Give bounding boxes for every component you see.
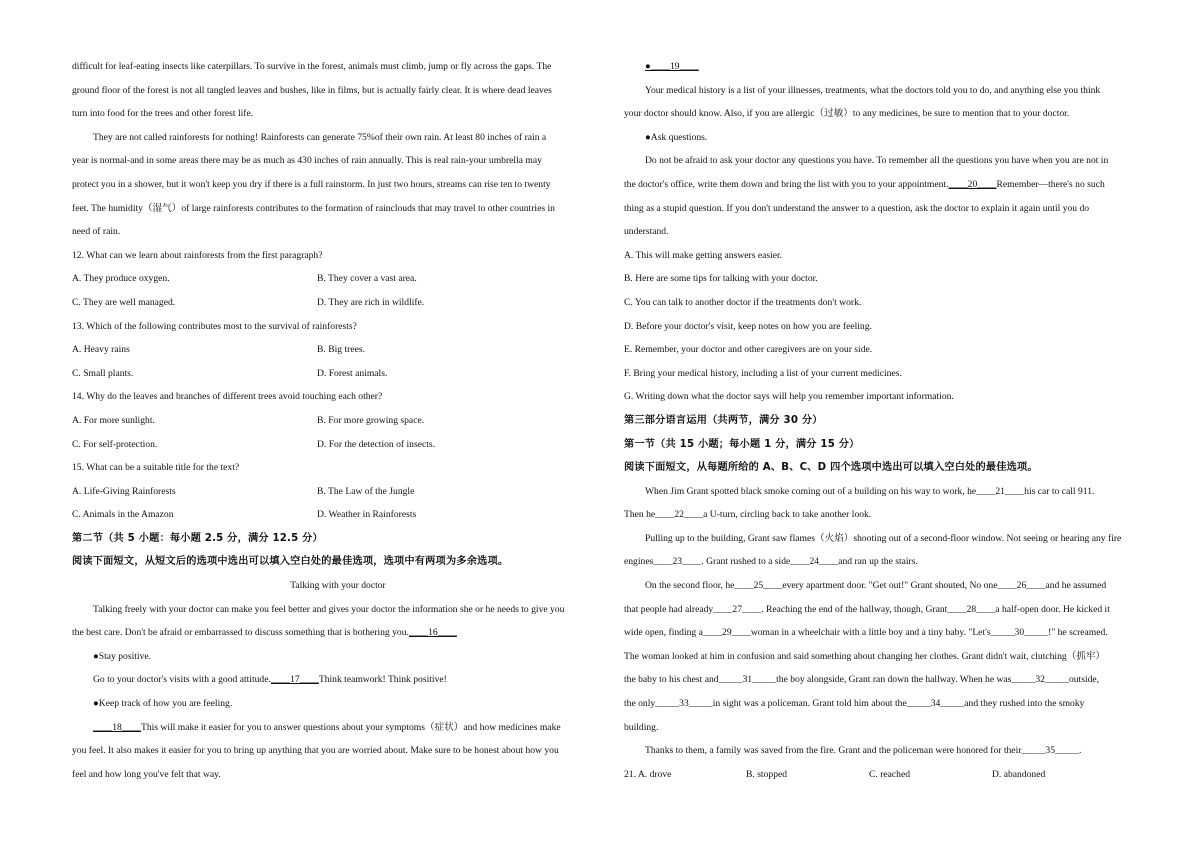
- option-a: A. They produce oxygen.: [72, 273, 170, 285]
- blank-20: ____20____: [948, 178, 997, 190]
- text-line: feel and how long you've felt that way.: [72, 768, 221, 780]
- question-12-options-ab: [72, 270, 604, 294]
- text-line: They are not called rainforests for nothing! Rainforests can generate 75%of their own rain. At least 80 inches of rain a: [93, 131, 547, 143]
- question-13-options-ab: [72, 341, 604, 365]
- option-d: D. abandoned: [992, 768, 1046, 780]
- bullet-blank-19: ●____19____: [645, 61, 699, 72]
- question-15-options-cd: [72, 506, 604, 530]
- option-a: 21. A. drove: [624, 768, 672, 780]
- cloze-line: The woman looked at him in confusion and said something about changing her clothes. Grant didn't wait, clutching（抓牢）: [624, 650, 1106, 662]
- option-line: F. Bring your medical history, including a list of your current medicines.: [624, 367, 902, 379]
- text-line: [72, 624, 604, 648]
- text-line: year is normal-and in some areas there may be as much as 430 inches of rain annually. This is real rain-your umbrella may: [72, 155, 542, 167]
- option-c: C. Small plants.: [72, 367, 134, 379]
- bullet-heading: ●Stay positive.: [93, 650, 152, 662]
- question-15-stem: 15. What can be a suitable title for the text?: [72, 462, 240, 474]
- text-line: your doctor should know. Also, if you are allergic（过敏）to any medicines, be sure to mention that to your doctor.: [624, 108, 1070, 120]
- option-a: A. Heavy rains: [72, 344, 130, 356]
- question-12-options-cd: [72, 294, 604, 318]
- cloze-line: Thanks to them, a family was saved from the fire. Grant and the policeman were honored for their_____35_____.: [645, 745, 1082, 757]
- question-13-options-cd: [72, 365, 604, 389]
- text-span: the doctor's office, write them down and bring the list with you to your appointment.: [624, 178, 949, 190]
- option-c: C. Animals in the Amazon: [72, 509, 174, 521]
- text-line: ground floor of the forest is not all tangled leaves and bushes, like in films, but is actually fairly clear. It is where dead leaves: [72, 84, 552, 96]
- bullet-heading: ●Ask questions.: [645, 131, 708, 143]
- option-c: C. reached: [869, 768, 911, 780]
- text-span: the best care. Don't be afraid or embarrassed to discuss something that is bothering you.: [72, 627, 409, 639]
- cloze-line: wide open, finding a____29____woman in a wheelchair with a little boy and a tiny baby. "Let's_____30_____!" he screamed.: [624, 627, 1108, 639]
- bullet-heading: ●Keep track of how you are feeling.: [93, 698, 233, 710]
- text-line: understand.: [624, 226, 669, 238]
- option-b: B. For more growing space.: [317, 414, 425, 426]
- text-span: Go to your doctor's visits with a good attitude.: [93, 674, 271, 686]
- cloze-line: the only_____33_____in sight was a policeman. Grant told him about the_____34_____and they rushed into the smoky: [624, 698, 1085, 710]
- text-line: need of rain.: [72, 226, 121, 238]
- text-line: you feel. It also makes it easier for you to bring up anything that you are worried about. Make sure to be honest about how you: [72, 745, 559, 757]
- text-span: Think teamwork! Think positive!: [318, 674, 447, 686]
- text-line: difficult for leaf-eating insects like caterpillars. To survive in the forest, animals must climb, jump or fly across the gaps. The: [72, 61, 552, 72]
- text-span: Remember—there's no such: [996, 178, 1105, 190]
- option-line: C. You can talk to another doctor if the treatments don't work.: [624, 296, 862, 308]
- blank-16: ____16____: [408, 627, 457, 639]
- text-line: Talking freely with your doctor can make you feel better and gives your doctor the information she or he needs to give you: [93, 603, 565, 615]
- blank-18: ____18____: [93, 721, 141, 733]
- cloze-line: Pulling up to the building, Grant saw flames（火焰）shooting out of a second-floor window. Not seeing or hearing any fire: [645, 532, 1122, 544]
- question-15-options-ab: [72, 483, 604, 507]
- question-13-stem: 13. Which of the following contributes most to the survival of rainforests?: [72, 320, 357, 332]
- option-c: C. For self-protection.: [72, 438, 158, 450]
- option-c: C. They are well managed.: [72, 296, 176, 308]
- text-line: thing as a stupid question. If you don't understand the answer to a question, ask the doctor to explain it again until you do: [624, 202, 1090, 214]
- part-3-title: 第三部分语言运用（共两节，满分 30 分）: [624, 414, 823, 426]
- cloze-line: building.: [624, 721, 659, 733]
- question-14-options-cd: [72, 436, 604, 460]
- text-line: Do not be afraid to ask your doctor any questions you have. To remember all the questions you have when you are not in: [645, 155, 1109, 167]
- text-line: feet. The humidity（湿气）of large rainforests contributes to the formation of rainclouds that may travel to other countries in: [72, 202, 555, 214]
- text-line: turn into food for the trees and other forest life.: [72, 108, 254, 120]
- question-12-stem: 12. What can we learn about rainforests from the first paragraph?: [72, 249, 323, 261]
- cloze-line: Then he____22____a U-turn, circling back to take another look.: [624, 509, 872, 521]
- cloze-line: the baby to his chest and_____31_____the boy alongside, Grant ran down the hallway. When he was_____32_____outside,: [624, 674, 1100, 686]
- option-a: A. For more sunlight.: [72, 414, 155, 426]
- option-b: B. They cover a vast area.: [317, 273, 417, 285]
- section-1-title: 第一节（共 15 小题；每小题 1 分，满分 15 分）: [624, 438, 860, 450]
- text-span: This will make it easier for you to answer questions about your symptoms（症状）and how medicines make: [140, 721, 561, 733]
- option-b: B. Big trees.: [317, 344, 365, 356]
- text-line: [72, 719, 604, 743]
- option-d: D. Forest animals.: [317, 367, 388, 379]
- text-line: [624, 176, 1157, 200]
- section-2-title: 第二节（共 5 小题：每小题 2.5 分，满分 12.5 分）: [72, 532, 323, 544]
- option-line: D. Before your doctor's visit, keep notes on how you are feeling.: [624, 320, 872, 332]
- option-line: E. Remember, your doctor and other caregivers are on your side.: [624, 344, 873, 356]
- option-line: A. This will make getting answers easier.: [624, 249, 783, 261]
- cloze-line: On the second floor, he____25____every apartment door. "Get out!" Grant shouted, No one____26____and he assumed: [645, 580, 1107, 592]
- text-line: [72, 671, 604, 695]
- section-2-instructions: 阅读下面短文，从短文后的选项中选出可以填入空白处的最佳选项，选项中有两项为多余选项。: [72, 556, 509, 568]
- option-line: G. Writing down what the doctor says will help you remember important information.: [624, 391, 954, 403]
- cloze-line: engines____23____. Grant rushed to a side____24____and ran up the stairs.: [624, 556, 918, 568]
- right-column: [624, 58, 1157, 789]
- passage-title: Talking with your doctor: [290, 580, 386, 592]
- option-b: B. The Law of the Jungle: [317, 485, 415, 497]
- left-column: [72, 58, 604, 789]
- option-b: B. stopped: [746, 768, 788, 780]
- question-21-options: [624, 766, 1157, 790]
- option-d: D. Weather in Rainforests: [317, 509, 417, 521]
- blank-17: ____17____: [270, 674, 319, 686]
- question-14-stem: 14. Why do the leaves and branches of different trees avoid touching each other?: [72, 391, 383, 403]
- option-d: D. For the detection of insects.: [317, 438, 436, 450]
- text-line: protect you in a shower, but it won't keep you dry if there is a full rainstorm. In just two hours, streams can rise ten to twenty: [72, 178, 551, 190]
- option-line: B. Here are some tips for talking with your doctor.: [624, 273, 818, 285]
- option-a: A. Life-Giving Rainforests: [72, 485, 176, 497]
- option-d: D. They are rich in wildlife.: [317, 296, 425, 308]
- cloze-line: When Jim Grant spotted black smoke coming out of a building on his way to work, he____21____his car to call 911.: [645, 485, 1095, 497]
- cloze-line: that people had already____27____. Reaching the end of the hallway, though, Grant____28____a half-open door. He kicked it: [624, 603, 1110, 615]
- question-14-options-ab: [72, 412, 604, 436]
- text-line: Your medical history is a list of your illnesses, treatments, what the doctors told you to do, and anything else you think: [645, 84, 1101, 96]
- section-1-instructions: 阅读下面短文，从每题所给的 A、B、C、D 四个选项中选出可以填入空白处的最佳选项。: [624, 462, 1038, 474]
